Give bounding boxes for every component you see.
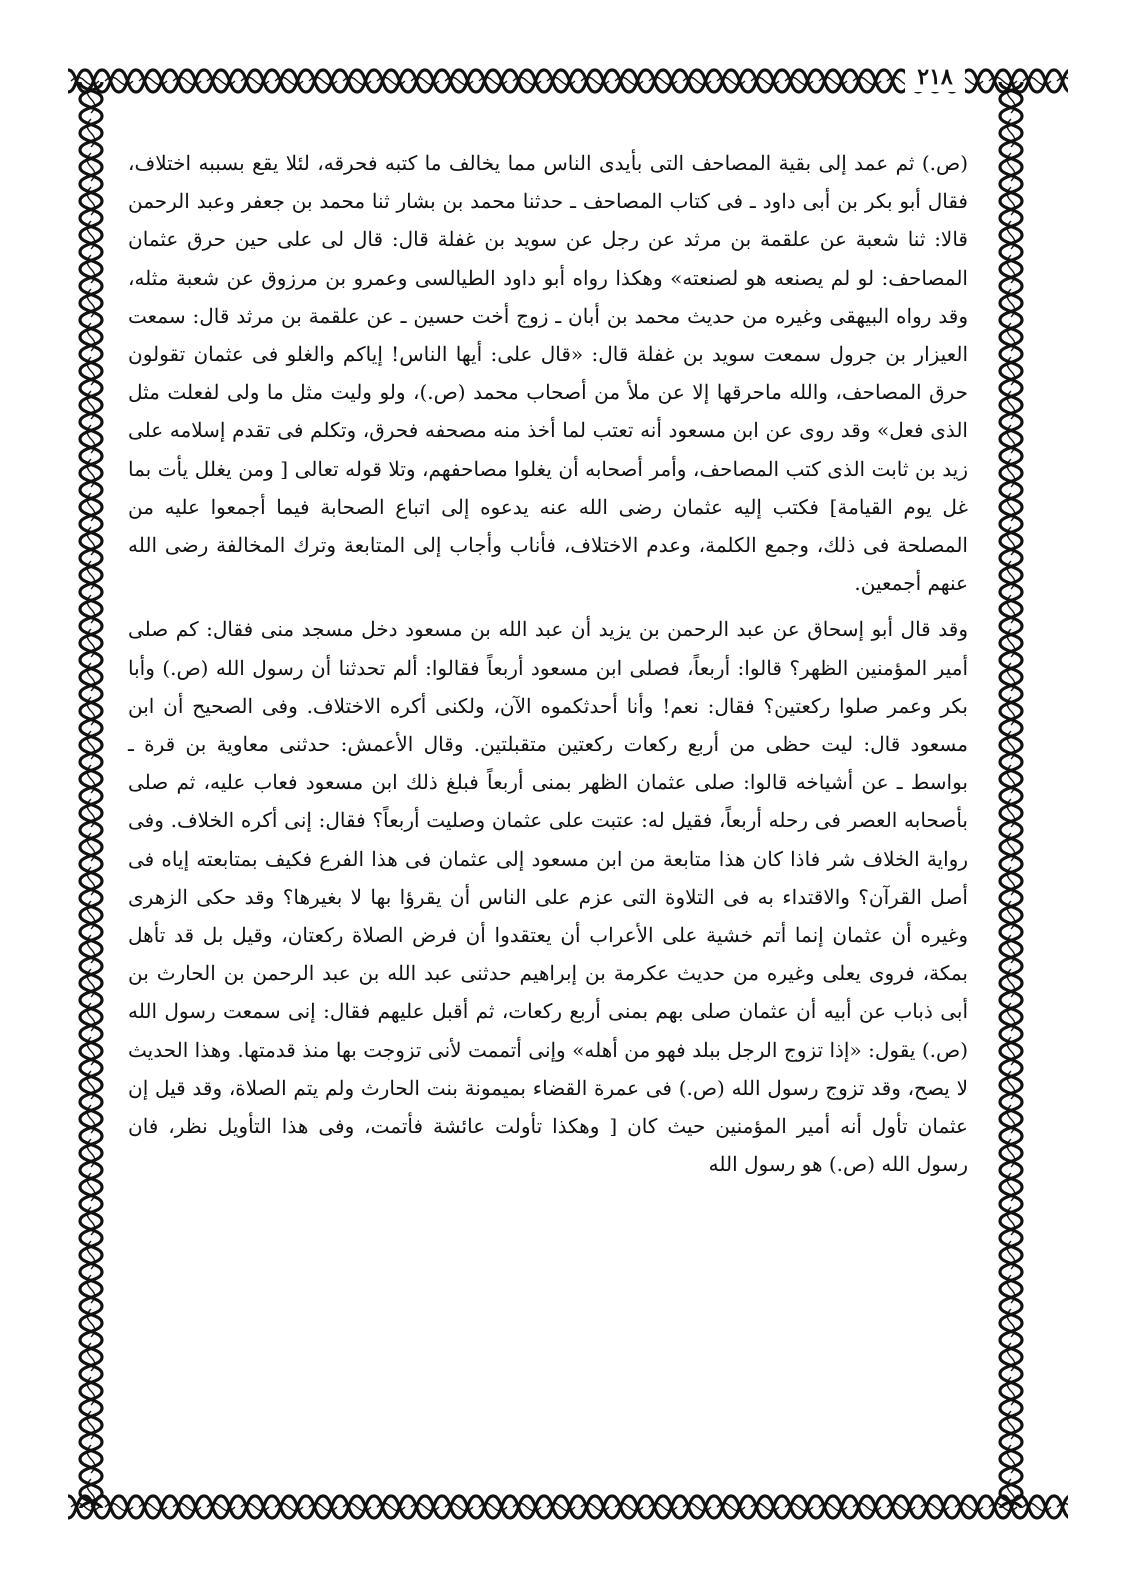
body-text bbox=[128, 144, 968, 1183]
paragraph-2: وقد قال أبو إسحاق عن عبد الرحمن بن يزيد أن عبد الله بن مسعود دخل مسجد منى فقال: كم صلى أمير المؤمنين الظهر؟ قالوا: أربعاً، فصلى ابن مسعود أربعاً فقالوا: ألم تحدثنا أن رسول الله (ص.) وأبا بكر وعمر صلوا ركعتين؟ فقال: نعم! وأنا أحدثكموه الآن، ولكنى أكره الاختلاف. وفى الصحيح أن ابن مسعود قال: ليت حظى من أربع ركعات ركعتين متقبلتين. وقال الأعمش: حدثنى معاوية بن قرة ـ بواسط ـ عن أشياخه قالوا: صلى عثمان الظهر بمنى أربعاً فبلغ ذلك ابن مسعود فعاب عليه، ثم صلى بأصحابه العصر فى رحله أربعاً، فقيل له: عتبت على عثمان وصليت أربعاً؟ فقال: إنى أكره الخلاف. وفى رواية الخلاف شر فاذا كان هذا متابعة من ابن مسعود إلى عثمان فى هذا الفرع فكيف بمتابعته إياه فى أصل القرآن؟ والاقتداء به فى التلاوة التى عزم على الناس أن يقرؤا بها لا بغيرها؟ وقد حكى الزهرى وغيره أن عثمان إنما أتم خشية على الأعراب أن يعتقدوا أن فرض الصلاة ركعتان، وقيل بل قد تأهل بمكة، فروى يعلى وغيره من حديث عكرمة بن إبراهيم حدثنى عبد الله بن عبد الرحمن بن الحارث بن أبى ذباب عن أبيه أن عثمان صلى بهم بمنى أربع ركعات، ثم أقبل عليهم فقال: إنى سمعت رسول الله (ص.) يقول: «إذا تزوج الرجل ببلد فهو من أهله» وإنى أتممت لأنى تزوجت بها منذ قدمتها. وهذا الحديث لا يصح، وقد تزوج رسول الله (ص.) فى عمرة القضاء بميمونة بنت الحارث ولم يتم الصلاة، وقد قيل إن عثمان تأول أنه أمير المؤمنين حيث كان [ وهكذا تأولت عائشة فأتمت، وفى هذا التأويل نظر، فان رسول الله (ص.) هو رسول الله bbox=[128, 617, 969, 1177]
bottom-ornamental-border bbox=[68, 1486, 1068, 1528]
paragraph-1: (ص.) ثم عمد إلى بقية المصاحف التى بأيدى الناس مما يخالف ما كتبه فحرقه، لئلا يقع بسببه اختلاف، فقال أبو بكر بن أبى داود ـ فى كتاب المصاحف ـ حدثنا محمد بن بشار ثنا محمد بن جعفر وعبد الرحمن قالا: ثنا شعبة عن علقمة بن مرثد عن رجل عن سويد بن غفلة قال: قال لى على حين حرق عثمان المصاحف: لو لم يصنعه هو لصنعته» وهكذا رواه أبو داود الطيالسى وعمرو بن مرزوق عن شعبة مثله، وقد رواه البيهقى وغيره من حديث محمد بن أبان ـ زوج أخت حسين ـ عن علقمة بن مرثد قال: سمعت العيزار بن جرول سمعت سويد بن غفلة قال: «قال على: أيها الناس! إياكم والغلو فى عثمان تقولون حرق المصاحف، والله ماحرقها إلا عن ملأ من أصحاب محمد (ص.)، ولو وليت مثل ما ولى لفعلت مثل الذى فعل» وقد روى عن ابن مسعود أنه تعتب لما أخذ منه مصحفه فحرق، وتكلم فى تقدم إسلامه على زيد بن ثابت الذى كتب المصاحف، وأمر أصحابه أن يغلوا مصاحفهم، وتلا قوله تعالى [ ومن يغلل يأت بما غل يوم القيامة] فكتب إليه عثمان رضى الله عنه يدعوه إلى اتباع الصحابة فيما أجمعوا عليه من المصلحة فى ذلك، وجمع الكلمة، وعدم الاختلاف، فأناب وأجاب إلى المتابعة وترك المخالفة رضى الله عنهم أجمعين. bbox=[128, 151, 969, 596]
twisted-rope-ornament-right bbox=[990, 82, 1032, 1508]
left-ornamental-border bbox=[70, 82, 112, 1508]
twisted-rope-ornament-bottom bbox=[68, 1486, 1068, 1528]
twisted-rope-ornament-left bbox=[70, 82, 112, 1508]
page-number: ٢١٨ bbox=[905, 62, 965, 92]
right-ornamental-border bbox=[990, 82, 1032, 1508]
